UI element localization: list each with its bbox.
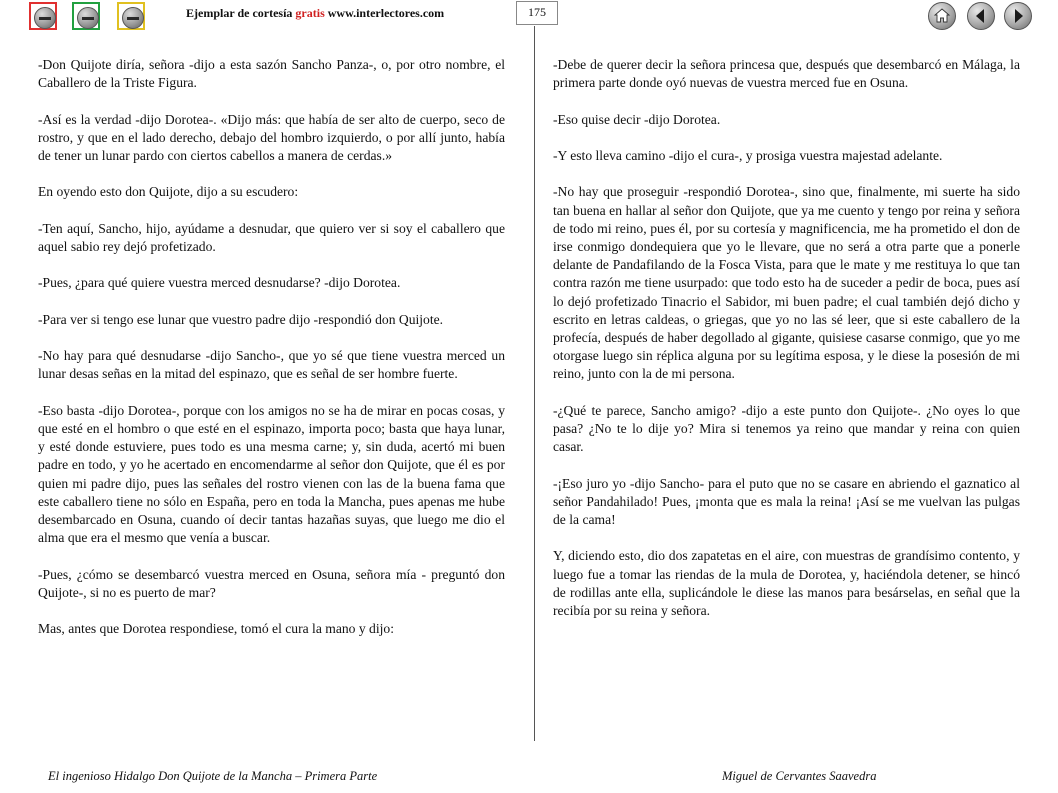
footer-author: Miguel de Cervantes Saavedra <box>722 769 877 783</box>
paragraph: -Y esto lleva camino -dijo el cura-, y prosiga vuestra majestad adelante. <box>553 147 943 163</box>
paragraph: -¡Eso juro yo -dijo Sancho- para el puto que no se casare en abriendo el gaznatico al señor Pandahilado! Pues, ¡monta que es mala la reina! ¡Así se me vuelvan las pulgas de la cama! <box>553 475 1020 527</box>
right-text-column <box>553 56 1020 638</box>
paragraph: -Eso quise decir -dijo Dorotea. <box>553 111 721 127</box>
minus-icon <box>77 7 99 29</box>
green-minus-button[interactable] <box>72 2 100 30</box>
minus-icon <box>34 7 56 29</box>
paragraph: -Para ver si tengo ese lunar que vuestro padre dijo -respondió don Quijote. <box>38 311 444 327</box>
left-text-column <box>38 56 505 657</box>
page-number: 175 <box>516 1 558 25</box>
paragraph: -Eso basta -dijo Dorotea-, porque con los amigos no se ha de mirar en pocas cosas, y que esté en el hombro o que esté en el espinazo, importa poco; basta que haya lunar, y esté donde estuviere, pues todo es una mesma carne; y, sin duda, acertó mi buen padre en todo, y yo he acertado en encomendarme al señor don Quijote, que él es por quien mi padre dijo, pues las señales del rostro vienen con las de la buena fama que este caballero tiene no sólo en España, pero en toda la Mancha, pues apenas me hube desembarcado en Osuna, cuando oí decir tantas hazañas suyas, que luego me dio el alma que era el mesmo que venía a buscar. <box>38 402 505 546</box>
home-button[interactable] <box>928 2 956 30</box>
minus-icon <box>122 7 144 29</box>
paragraph: Mas, antes que Dorotea respondiese, tomó el cura la mano y dijo: <box>38 621 394 637</box>
paragraph: -Don Quijote diría, señora -dijo a esta sazón Sancho Panza-, o, por otro nombre, el Caballero de la Triste Figura. <box>38 57 505 91</box>
header-title <box>186 6 444 21</box>
home-icon <box>929 3 955 29</box>
header-title-highlight: gratis <box>295 6 325 20</box>
footer-book-title: El ingenioso Hidalgo Don Quijote de la Mancha – Primera Parte <box>48 769 378 783</box>
red-minus-button[interactable] <box>29 2 57 30</box>
paragraph: -¿Qué te parece, Sancho amigo? -dijo a este punto don Quijote-. ¿No oyes lo que pasa? ¿No te lo dije yo? Mira si tenemos ya reino que mandar y reina con quien casar. <box>553 402 1020 455</box>
next-page-button[interactable] <box>1004 2 1032 30</box>
paragraph: -Pues, ¿cómo se desembarcó vuestra merced en Osuna, señora mía - preguntó don Quijote-, si no es puerto de mar? <box>38 566 505 600</box>
header-site-link[interactable]: www.interlectores.com <box>327 6 445 20</box>
yellow-minus-button[interactable] <box>117 2 145 30</box>
paragraph: -Debe de querer decir la señora princesa que, después que desembarcó en Málaga, la primera parte donde oyó nuevas de vuestra merced fue en Osuna. <box>553 57 1020 91</box>
arrow-right-icon <box>1005 3 1031 29</box>
column-divider <box>534 26 535 741</box>
header-title-prefix: Ejemplar de cortesía <box>186 6 293 20</box>
paragraph: -No hay que proseguir -respondió Dorotea-, sino que, finalmente, mi suerte ha sido tan buena en hallar al señor don Quijote, que ya me cuento y tengo por reina y señora de todo mi reino, pues él, por su cortesía y magnificencia, me ha prometido el don de irse conmigo dondequiera que yo le llevare, que no será a otra parte que a ponerle delante de Pandafilando de la Fosca Vista, para que le mate y me restituya lo que tan contra razón me tiene usurpado: que todo esto ha de suceder a pedir de boca, pues así lo dejó profetizado Tinacrio el Sabidor, mi buen padre; el cual también dejó dicho y escrito en letras caldeas, o griegas, que yo no las sé leer, que si este caballero de la profecía, después de haber degollado al gigante, quisiese casarse conmigo, que yo me otorgase luego sin réplica alguna por su legítima esposa, y le diese la posesión de mi reino, junto con la de mi persona. <box>553 184 1020 382</box>
arrow-left-icon <box>968 3 994 29</box>
paragraph: -Ten aquí, Sancho, hijo, ayúdame a desnudar, que quiero ver si soy el caballero que aquel sabio rey dejó profetizado. <box>38 220 505 254</box>
paragraph: -Así es la verdad -dijo Dorotea-. «Dijo más: que había de ser alto de cuerpo, seco de rostro, y que en el lado derecho, debajo del hombro izquierdo, o por allí junto, había de tener un lunar pardo con ciertos cabellos a manera de cerdas.» <box>38 111 505 163</box>
paragraph: Y, diciendo esto, dio dos zapatetas en el aire, con muestras de grandísimo contento, y luego fue a tomar las riendas de la mula de Dorotea, y, haciéndola detener, se hincó de rodillas ante ella, suplicándole le diese las manos para besárselas, en señal que la recibía por su reina y señora. <box>553 548 1020 618</box>
paragraph: -Pues, ¿para qué quiere vuestra merced desnudarse? -dijo Dorotea. <box>38 275 401 291</box>
paragraph: -No hay para qué desnudarse -dijo Sancho-, que yo sé que tiene vuestra merced un lunar desas señas en la mitad del espinazo, que es señal de ser hombre fuerte. <box>38 348 505 382</box>
previous-page-button[interactable] <box>967 2 995 30</box>
paragraph: En oyendo esto don Quijote, dijo a su escudero: <box>38 184 299 200</box>
